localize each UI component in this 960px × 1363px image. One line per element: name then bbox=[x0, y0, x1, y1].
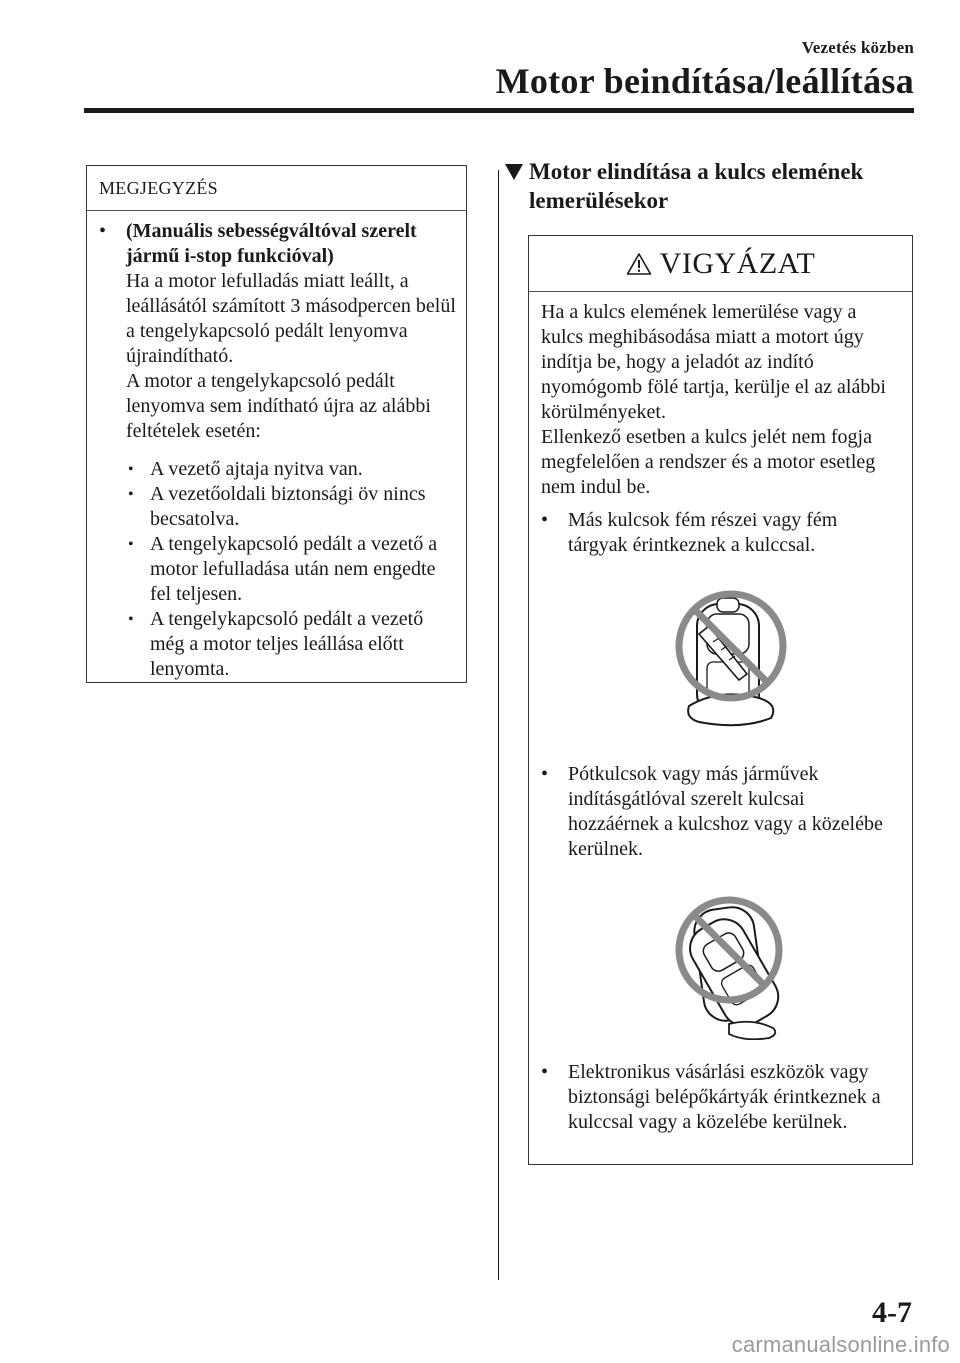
warning-bullet-text: Elektronikus vásárlási eszközök vagy biztonsági belépőkártyák érintkeznek a kulccsal vagy a közelébe kerülnek. bbox=[568, 1061, 881, 1133]
key-spare-key-prohibited-icon bbox=[669, 890, 799, 1040]
note-bullet-item bbox=[99, 219, 456, 682]
list-item-text: A tengelykapcsoló pedált a vezető a motor lefulladása után nem engedte fel teljesen. bbox=[150, 533, 438, 605]
list-item-text: A tengelykapcsoló pedált a vezető még a motor teljes leállása előtt lenyomta. bbox=[150, 608, 424, 680]
bullet-icon: • bbox=[541, 1061, 549, 1083]
bullet-icon: • bbox=[128, 536, 134, 553]
bullet-icon: • bbox=[541, 509, 549, 531]
note-bold-line: (Manuális sebességváltóval szerelt jármű i-stop funkcióval) bbox=[126, 220, 417, 267]
warning-paragraph: Ha a kulcs elemének lemerülése vagy a kulcs meghibásodása miatt a motort úgy indítja be, hogy a jeladót az indító nyomógomb fölé tartja, kerülje el az alábbi körülményeket. bbox=[541, 301, 886, 423]
note-heading: MEGJEGYZÉS bbox=[87, 166, 466, 211]
subsection-title bbox=[505, 157, 905, 215]
warning-heading: VIGYÁZAT bbox=[659, 246, 816, 280]
list-item bbox=[126, 607, 456, 682]
page-title: Motor beindítása/leállítása bbox=[495, 61, 914, 101]
key-metal-contact-prohibited-icon bbox=[669, 584, 799, 734]
bullet-icon: • bbox=[99, 220, 107, 242]
page-number: 4-7 bbox=[872, 1296, 912, 1329]
bullet-icon: • bbox=[128, 486, 134, 503]
warning-paragraph: Ellenkező esetben a kulcs jelét nem fogja megfelelően a rendszer és a motor esetleg nem indul be. bbox=[541, 426, 876, 498]
triangle-marker-icon bbox=[505, 164, 523, 180]
warning-body bbox=[529, 292, 912, 1135]
note-box bbox=[86, 165, 467, 683]
column-divider bbox=[498, 170, 499, 1280]
list-item bbox=[126, 482, 456, 532]
header-rule bbox=[84, 108, 914, 113]
watermark: carmanualsonline.info bbox=[731, 1332, 950, 1357]
bullet-icon: • bbox=[128, 461, 134, 478]
warning-box bbox=[528, 235, 913, 1165]
list-item-text: A vezető ajtaja nyitva van. bbox=[150, 458, 363, 480]
chapter-label: Vezetés közben bbox=[801, 38, 914, 57]
note-paragraph: A motor a tengelykapcsoló pedált lenyomva sem indítható újra az alábbi feltételek esetén: bbox=[126, 370, 431, 442]
warning-triangle-icon bbox=[626, 252, 652, 276]
warning-bullet-item bbox=[541, 1060, 900, 1135]
warning-header bbox=[529, 236, 912, 292]
list-item bbox=[126, 532, 456, 607]
bullet-icon: • bbox=[128, 611, 134, 628]
subsection-title-text: Motor elindítása a kulcs elemének lemerülésekor bbox=[529, 159, 864, 213]
warning-bullet-text: Más kulcsok fém részei vagy fém tárgyak érintkeznek a kulccsal. bbox=[568, 509, 838, 556]
warning-bullet-item bbox=[541, 508, 900, 558]
list-item-text: A vezetőoldali biztonsági öv nincs becsatolva. bbox=[150, 483, 426, 530]
note-body bbox=[87, 211, 466, 682]
bullet-icon: • bbox=[541, 763, 549, 785]
list-item bbox=[126, 457, 456, 482]
warning-bullet-text: Pótkulcsok vagy más járművek indításgátlóval szerelt kulcsai hozzáérnek a kulcshoz vagy a közelébe kerülnek. bbox=[568, 763, 883, 860]
note-sub-list bbox=[126, 457, 456, 682]
warning-bullet-item bbox=[541, 762, 900, 862]
note-paragraph: Ha a motor lefulladás miatt leállt, a leállásától számított 3 másodpercen belül a tengelykapcsoló pedált lenyomva újraindítható. bbox=[126, 270, 456, 367]
